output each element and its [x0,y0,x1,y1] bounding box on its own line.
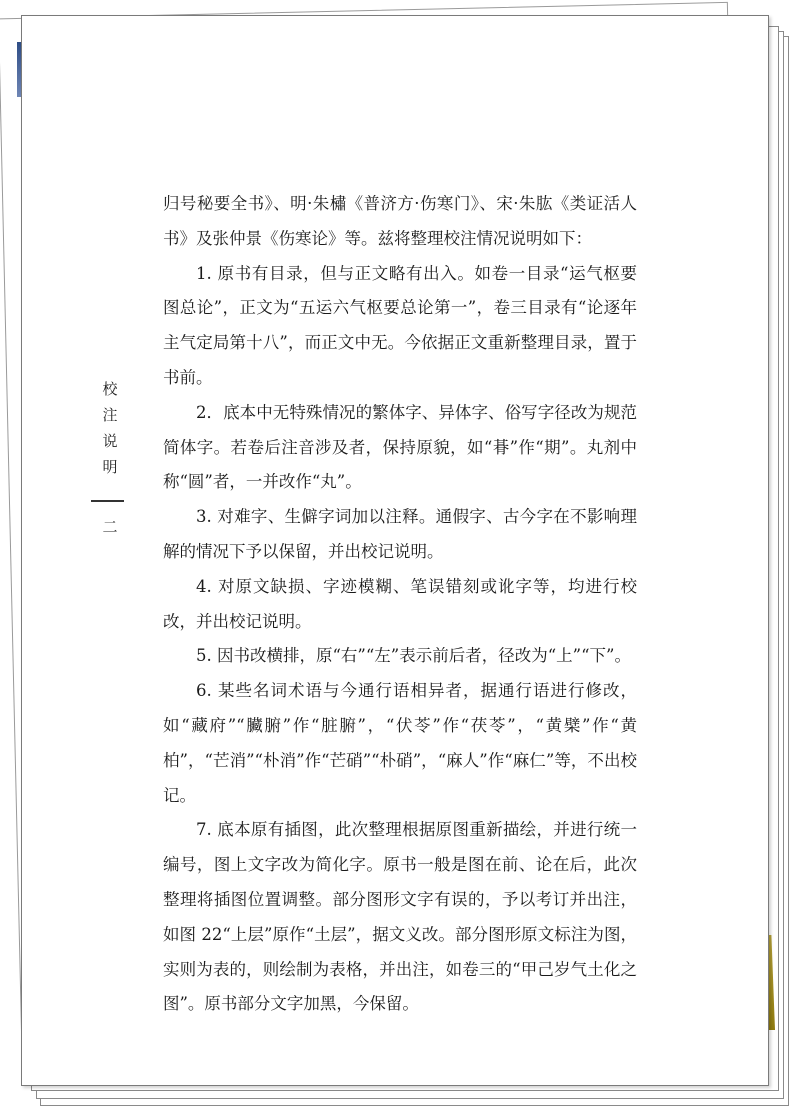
margin-char: 注 [102,406,118,424]
paragraph-item-1: 1. 原书有目录，但与正文略有出入。如卷一目录“运气枢要图总论”，正文为“五运六气枢要总论第一”，卷三目录有“论逐年主气定局第十八”，而正文中无。今依据正文重新整理目录，置于书前。 [163,263,637,387]
section-margin-label [98,376,122,480]
paragraph-item-4: 4. 对原文缺损、字迹模糊、笔误错刻或讹字等，均进行校改，并出校记说明。 [163,576,637,631]
margin-char: 明 [102,458,118,476]
margin-char: 校 [102,380,118,398]
document-page [21,15,769,1086]
body-text [163,187,637,1022]
paragraph-item-3: 3. 对难字、生僻字词加以注释。通假字、古今字在不影响理解的情况下予以保留，并出校记说明。 [163,507,637,561]
paragraph-item-6: 6. 某些名词术语与今通行语相异者，据通行语进行修改，如“藏府”“臟腑”作“脏腑”，“伏苓”作“茯苓”，“黄檗”作“黄柏”，“芒消”“朴消”作“芒硝”“朴硝”，“麻人”作“麻仁”等，不出校记。 [163,681,637,805]
margin-divider [91,500,124,502]
page-number: 二 [102,518,118,536]
paragraph-item-7: 7. 底本原有插图，此次整理根据原图重新描绘，并进行统一编号，图上文字改为简化字。原书一般是图在前、论在后，此次整理将插图位置调整。部分图形文字有误的，予以考订并出注，如图 22“上层”原作“土层”，据文义改。部分图形原文标注为图，实则为表的，则绘制为表格，并出注，如卷三的“甲己岁气土化之图”。原书部分文字加黑，今保留。 [163,820,637,1014]
paragraph-item-5: 5. 因书改横排，原“右”“左”表示前后者，径改为“上”“下”。 [196,646,631,666]
paragraph-item-2: 2．底本中无特殊情况的繁体字、异体字、俗写字径改为规范简体字。若卷后注音涉及者，保持原貌，如“朞”作“期”。丸剂中称“圆”者，一并改作“丸”。 [163,402,637,492]
margin-char: 说 [102,432,118,450]
paragraph-intro: 归号秘要全书》、明·朱橚《普济方·伤寒门》、宋·朱肱《类证活人书》及张仲景《伤寒论》等。兹将整理校注情况说明如下： [163,194,637,248]
